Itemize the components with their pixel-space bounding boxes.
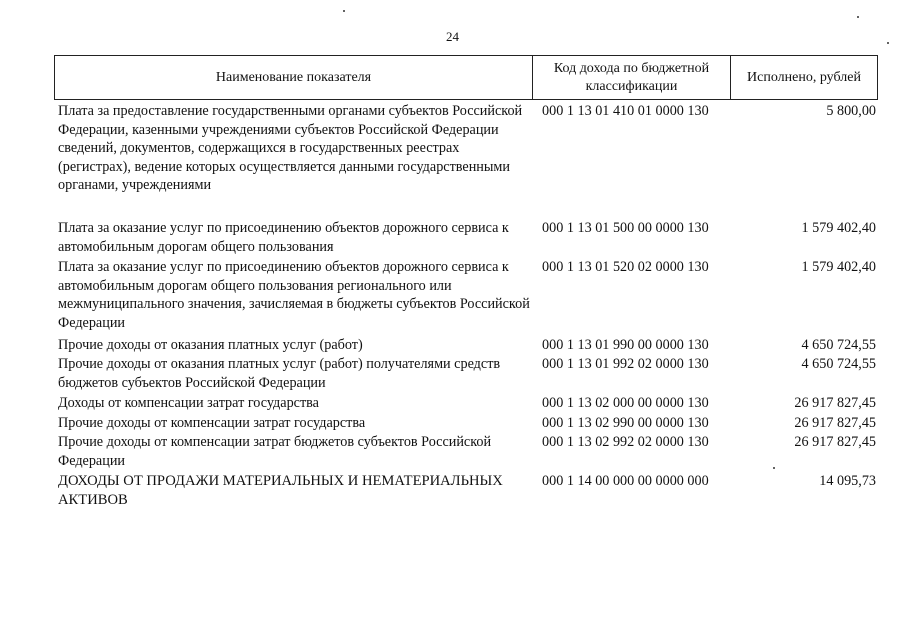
row-amount: 26 917 827,45 (794, 434, 876, 450)
row-amount: 1 579 402,40 (801, 259, 876, 275)
row-code: 000 1 13 01 520 02 0000 130 (542, 259, 709, 275)
column-header-amount: Исполнено, рублей (747, 69, 861, 85)
scan-speck (887, 42, 889, 44)
row-amount: 4 650 724,55 (801, 337, 876, 353)
row-name: Прочие доходы от компенсации затрат бюджетов субъектов Российской Федерации (58, 434, 492, 469)
row-code: 000 1 13 02 992 02 0000 130 (542, 434, 709, 450)
table-header (54, 55, 878, 100)
scan-speck (773, 467, 775, 469)
column-header-code: Код дохода по бюджетной классификации (533, 56, 731, 99)
column-header-name: Наименование показателя (55, 56, 533, 99)
row-name: Плата за оказание услуг по присоединению объектов дорожного сервиса к автомобильным дорогам общего пользования (58, 220, 509, 255)
row-code: 000 1 14 00 000 00 0000 000 (542, 473, 709, 489)
scan-speck (857, 16, 859, 18)
row-name: Прочие доходы от компенсации затрат государства (58, 415, 366, 431)
row-amount: 26 917 827,45 (794, 415, 876, 431)
row-code: 000 1 13 02 990 00 0000 130 (542, 415, 709, 431)
row-amount: 14 095,73 (819, 473, 876, 489)
row-code: 000 1 13 01 410 01 0000 130 (542, 103, 709, 119)
row-code: 000 1 13 02 000 00 0000 130 (542, 395, 709, 411)
row-name: ДОХОДЫ ОТ ПРОДАЖИ МАТЕРИАЛЬНЫХ И НЕМАТЕРИАЛЬНЫХ АКТИВОВ (58, 473, 503, 508)
row-code: 000 1 13 01 992 02 0000 130 (542, 356, 709, 372)
page-number: 24 (446, 29, 459, 44)
row-code: 000 1 13 01 500 00 0000 130 (542, 220, 709, 236)
row-amount: 5 800,00 (826, 103, 876, 119)
row-amount: 4 650 724,55 (801, 356, 876, 372)
row-name: Прочие доходы от оказания платных услуг (работ) получателями средств бюджетов субъектов Российской Федерации (58, 356, 501, 391)
row-name: Плата за оказание услуг по присоединению объектов дорожного сервиса к автомобильным дорогам общего пользования регионального или межмуниципального значения, зачисляемая в бюджеты субъектов Российской Федерации (58, 259, 530, 331)
row-amount: 1 579 402,40 (801, 220, 876, 236)
row-code: 000 1 13 01 990 00 0000 130 (542, 337, 709, 353)
row-name: Плата за предоставление государственными органами субъектов Российской Федерации, казенными учреждениями субъектов Российской Федерации сведений, документов, содержащихся в государственных реестрах (регистрах), ведение которых осуществляется данными государственными органами, учреждениями (58, 103, 523, 194)
scan-speck (343, 10, 345, 12)
row-name: Доходы от компенсации затрат государства (58, 395, 319, 411)
row-name: Прочие доходы от оказания платных услуг (работ) (58, 337, 363, 353)
row-amount: 26 917 827,45 (794, 395, 876, 411)
